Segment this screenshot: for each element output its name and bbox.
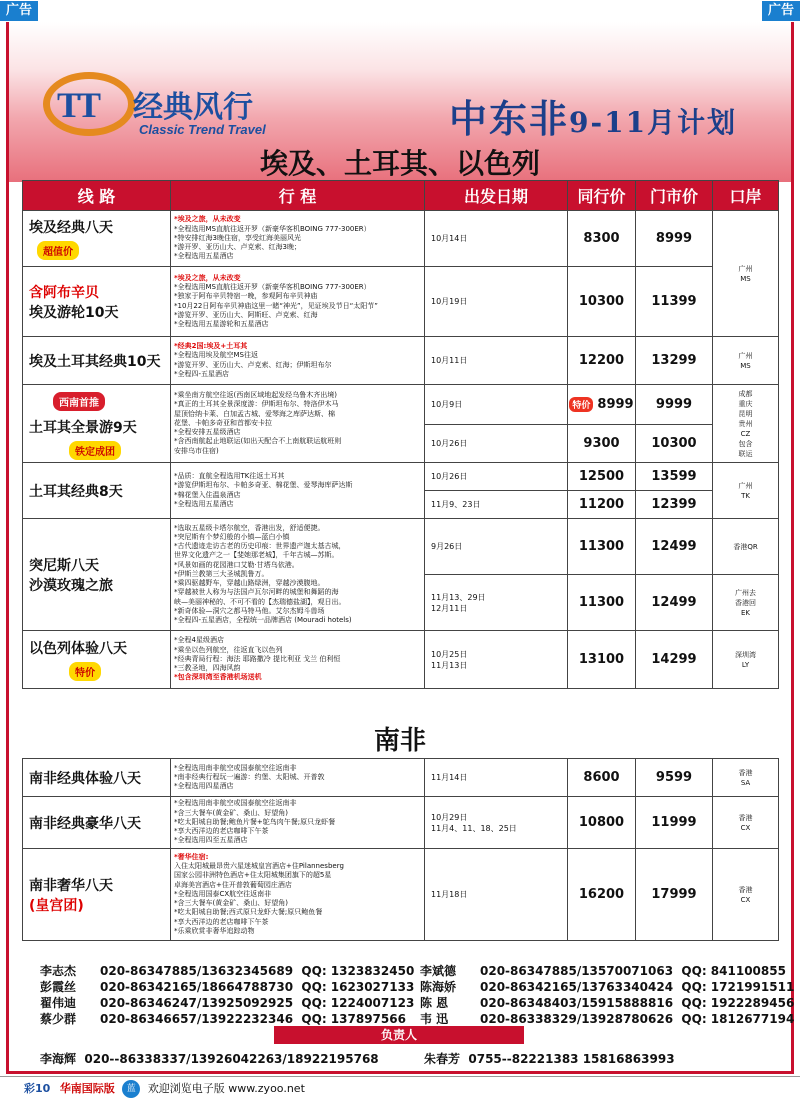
itin-line: *游览开罗、亚历山大、阿斯旺、卢克索、红海 [174,310,318,319]
contact-phone: 020-86346657/13922232346 [100,1012,294,1026]
header-dates: 出发日期 [425,181,568,211]
itin-line: *突尼斯有个梦幻般的小镇—蓝白小镇 [174,533,290,542]
region-title-south-africa: 南非 [373,726,426,756]
itin-line: *乘坐以色列航空，往返直飞以色列 [174,645,283,654]
contact-qq: QQ: 1323832450 [301,964,415,978]
peer-price: 9300 [568,425,636,463]
itinerary-table-2 [22,758,779,941]
contact-name: 蔡少群 [40,1012,77,1026]
itin-line: *享大西洋边的老店咖啡下午茶 [174,917,269,926]
peer-price: 12200 [568,337,636,385]
contact-entry [420,962,786,978]
route-tag-top: 西南首推 [53,392,105,411]
itin-highlight: *埃及之旅，从未改变 [174,215,241,224]
date-cell: 10月26日 [425,463,568,491]
itin-line: *含三大餐车(黄金矿、桑山、好望角) [174,899,288,908]
itin-line: *含西南航起止地联运(如出天配合不上南航联运航班则 [174,437,342,446]
port-airline: CX [740,823,751,832]
port-cell [713,385,779,463]
date-line: 10月29日 [431,812,468,822]
date-cell: 10月11日 [425,337,568,385]
table-row [23,849,779,941]
itin-line: *全程选用五星酒店 [174,499,234,508]
contact-qq: QQ: 1922289456 [681,996,795,1010]
peer-price: 11200 [568,491,636,519]
contact-name: 陈 恩 [420,996,449,1010]
itin-highlight: *奢华住宿: [174,853,209,862]
contact-name: 李志杰 [40,964,77,978]
port-airline: CZ [740,429,751,438]
header-retail-price: 门市价 [636,181,713,211]
itin-line: 峡—美丽神秘的、不可不看的【杰瑞德盐湖】，观日出。 [174,597,346,606]
peer-price: 13100 [568,631,636,689]
contact-name: 彭霞丝 [40,980,77,994]
itin-line: *选取五星级卡塔尔航空，香港出发，舒适便捷。 [174,523,325,532]
itin-line: 世界文化遗产之一【斐她那老城】，千年古城—苏斯。 [174,551,339,560]
contact-name: 陈海娇 [420,980,457,994]
port-airline: EK [740,608,750,617]
itin-line: 屋顶恰纳卡莱、白加孟古城、爱琴海之库萨达斯、棉 [174,409,335,418]
peer-price: 12500 [568,463,636,491]
retail-price: 10300 [636,425,713,463]
responsible-entry [40,1050,379,1067]
route-name: 以色列体验八天 [29,641,127,657]
contact-qq: QQ: 1224007123 [301,996,415,1010]
logo-tt: TT [57,85,98,125]
itin-line: *享大西洋边的老店咖啡下午茶 [174,827,269,836]
route-name: 埃及经典八天 [29,220,113,236]
table-row [23,211,779,267]
header-peer-price: 同行价 [568,181,636,211]
itin-line: *10月22日阿布辛贝神庙这里一睹“神光”，见证埃及节日“太阳节” [174,301,378,310]
route-tag: 超值价 [37,241,79,260]
contact-phone: 020-86346247/13925092925 [100,996,294,1010]
port-cell [713,337,779,385]
itin-line: *全程选用MS直航往返开罗（新豪华客机BOING 777-300ER） [174,224,371,233]
route-cell [23,797,171,849]
responsible-label: 负责人 [274,1026,524,1044]
itin-line: *棉花堡入住温泉酒店 [174,490,241,499]
plan-title-main: 中东非 [449,96,570,141]
itin-line: 花堡、卡帕多奇亚和首都安卡拉 [174,418,272,427]
itinerary-cell [171,849,425,941]
port-cell [713,211,779,337]
special-badge: 特价 [569,397,593,412]
table-row [23,337,779,385]
date-line: 12月11日 [431,603,468,613]
itin-line: *品质：直航全程选用TK往返土耳其 [174,472,285,481]
contact-phone: 020-86342165/13763340424 [480,980,674,994]
itin-line: 入住太阳城最昂贵六星迷城皇宫酒店+住Pilannesberg [174,862,344,871]
port-cell [713,575,779,631]
port-cell [713,849,779,941]
table-row [23,267,779,337]
itinerary-cell [171,463,425,519]
port-city: 香港 [733,542,748,551]
port-cell [713,519,779,575]
port-cell [713,759,779,797]
route-cell [23,385,171,463]
date-line: 11月13、29日 [431,592,486,602]
port-airline: MS [740,274,751,283]
port-airline: TK [741,491,750,500]
route-subtitle: 含阿布辛贝 [29,284,99,301]
contact-entry [40,962,414,978]
responsible-phone: 0755--82221383 15816863993 [468,1052,675,1066]
port-city: 昆明 [738,409,753,418]
itin-line: *含三大餐车(黄金矿、桑山、好望角) [174,808,288,817]
contact-phone: 020-86338329/13928780626 [480,1012,674,1026]
retail-price: 14299 [636,631,713,689]
route-name: 土耳其经典8天 [29,483,123,500]
itin-line: *全程选用MS直航往返开罗（新豪华客机BOING 777-300ER） [174,283,371,292]
itinerary-cell [171,337,425,385]
itinerary-cell [171,797,425,849]
itin-highlight: *经典2国:埃及+土耳其 [174,342,248,351]
itinerary-table-1 [22,180,779,689]
table-row [23,463,779,491]
contact-phone: 020-86342165/18664788730 [100,980,294,994]
responsible-entry [424,1050,675,1067]
route-name: 埃及游轮10天 [29,304,119,321]
plan-title-sub: 9-11月计划 [569,106,738,139]
itin-line: *全程选用五星酒店 [174,252,234,261]
retail-price: 12399 [636,491,713,519]
contact-entry [40,994,414,1010]
date-cell: 11月14日 [425,759,568,797]
ad-label-left: 广告 [0,1,38,21]
port-city: 深圳湾 [735,650,756,659]
route-cell [23,267,171,337]
port-airline: MS [740,361,751,370]
port-city: 香港回 [735,598,756,607]
contact-name: 韦 迅 [420,1012,449,1026]
port-city: 香港 [738,768,753,777]
port-cell [713,631,779,689]
header-port: 口岸 [713,181,779,211]
route-tag: 特价 [69,662,101,681]
brand-name-cn: 经典风行 [133,90,253,125]
contact-phone: 020-86348403/15915888816 [480,996,674,1010]
itin-line: *全程选用南非航空或国泰航空往返南非 [174,799,297,808]
date-cell: 11月18日 [425,849,568,941]
responsible-phone: 020--86338337/13926042263/18922195768 [84,1052,379,1066]
contact-qq: QQ: 137897566 [301,1012,406,1026]
contact-name: 李斌德 [420,964,457,978]
retail-price: 13599 [636,463,713,491]
itin-line: *独家于阿布辛贝特宿一晚，参观阿布辛贝神庙 [174,292,318,301]
port-city: 成都 [738,389,753,398]
date-cell [425,797,568,849]
page-footer [0,1076,800,1100]
route-cell [23,519,171,631]
retail-price: 12499 [636,575,713,631]
itin-line: *游开罗、亚历山大、卢克索、红海3晚； [174,243,301,252]
page-number: 彩10 [24,1082,51,1095]
port-note: 联运 [738,449,753,458]
itin-line: *三教圣地，四海风韵 [174,664,241,673]
port-airline: QR [747,542,758,551]
date-line: 10月25日 [431,649,468,659]
contact-entry [420,978,794,994]
ad-label-right: 广告 [762,1,800,21]
route-name: 土耳其全景游9天 [29,419,137,436]
port-note: 包含 [738,439,753,448]
itin-line: 安排乌市住宿) [174,446,219,455]
header-route: 线 路 [23,181,171,211]
table-header-row [23,181,779,211]
port-city: 香港 [738,813,753,822]
retail-price: 11999 [636,797,713,849]
port-city: 广州 [738,351,753,360]
peer-price: 16200 [568,849,636,941]
route-name: 埃及土耳其经典10天 [29,353,161,370]
itin-line: *全程四-五星酒店，全程统一品牌酒店 (Mouradi hotels) [174,615,352,624]
port-city: 广州 [738,264,753,273]
port-airline: CX [740,895,751,904]
contact-qq: QQ: 841100855 [681,964,786,978]
port-city: 广州去 [735,588,756,597]
retail-price: 9999 [636,385,713,425]
itin-line: *乘坐南方航空往返(西南区域地起发经乌鲁木齐出境) [174,391,337,400]
retail-price: 8999 [636,211,713,267]
contact-qq: QQ: 1623027133 [301,980,415,994]
date-cell: 10月9日 [425,385,568,425]
port-city: 贵州 [738,419,753,428]
table-row [23,797,779,849]
peer-price: 8300 [568,211,636,267]
itinerary-cell [171,211,425,267]
date-cell: 10月19日 [425,267,568,337]
peer-price: 11300 [568,575,636,631]
footer-paper: 华南国际版 [59,1082,115,1095]
itin-line: *吃太阳城自助餐;鲍鱼片餐+鸵鸟肉午餐;原只龙虾餐 [174,817,336,826]
route-name: 突尼斯八天 [29,557,99,574]
route-name-2: 沙漠玫瑰之旅 [29,577,113,594]
port-city: 香港 [738,885,753,894]
itin-line: *新奇体验—洞穴之都马特马他。艾尔杰姆斗兽场 [174,606,325,615]
date-cell [425,575,568,631]
footer-text[interactable]: 欢迎浏览电子版 www.zyoo.net [147,1082,305,1095]
retail-price: 9599 [636,759,713,797]
itin-line: *游览伊斯坦布尔、卡帕多奇亚、棉花堡、爱琴海库萨达斯 [174,481,353,490]
itin-line: *特安排红海3晚住宿，享受红海美丽风光 [174,233,301,242]
route-name: 南非奢华八天 [29,877,113,894]
retail-price: 12499 [636,519,713,575]
route-name: 南非经典豪华八天 [29,815,141,832]
route-cell [23,463,171,519]
route-cell [23,337,171,385]
contact-entry [420,994,794,1010]
footer-circle-icon: 蓝 [122,1080,140,1098]
route-cell [23,759,171,797]
date-cell: 10月26日 [425,425,568,463]
date-cell [425,631,568,689]
contact-qq: QQ: 1812677194 [681,1012,795,1026]
date-cell: 11月9、23日 [425,491,568,519]
peer-price: 10800 [568,797,636,849]
itin-line: *古代遗迹走访古老的历史印痕：世界遗产迦太基古城， [174,542,346,551]
itinerary-cell [171,385,425,463]
route-cell [23,631,171,689]
itin-line: *全程选用南非航空或国泰航空往返南非 [174,763,297,772]
peer-price: 8600 [568,759,636,797]
contact-phone: 020-86347885/13570071063 [480,964,674,978]
contact-entry [420,1010,794,1026]
itin-line: *乐乘欣赏非奢华追踪动物 [174,926,255,935]
itin-line: *全程选用五星游轮和五星酒店 [174,319,269,328]
table-row [23,519,779,575]
itin-line: *全程安排五星级酒店 [174,428,241,437]
date-cell: 9月26日 [425,519,568,575]
itin-highlight: *包含深圳湾至香港机场送机 [174,673,262,682]
header-itinerary: 行 程 [171,181,425,211]
contact-entry [40,1010,406,1026]
itin-line: *真正的土耳其全景深度游：伊斯坦布尔、特洛伊木马 [174,400,339,409]
itin-line: *全程选用埃及航空MS往返 [174,351,258,360]
itin-line: *全程选用四星酒店 [174,782,234,791]
itin-line: *全程选用国泰CX航空往返南非 [174,889,272,898]
date-cell: 10月14日 [425,211,568,267]
route-subtitle: (皇宫团) [29,897,84,914]
contact-phone: 020-86347885/13632345689 [100,964,294,978]
peer-price: 11300 [568,519,636,575]
itin-line: *游览开罗、亚历山大、卢克索、红海；伊斯坦布尔 [174,360,332,369]
retail-price: 11399 [636,267,713,337]
itin-line: *南非经典行程玩一遍游：约堡、太阳城、开普敦 [174,772,325,781]
port-cell [713,463,779,519]
itin-line: *吃太阳城自助餐;西式原只龙虾大餐;原只鲍鱼餐 [174,908,323,917]
port-city: 重庆 [738,399,753,408]
peer-price-value: 8999 [597,397,634,412]
responsible-name: 李海辉 [40,1052,77,1066]
peer-price [568,385,636,425]
itinerary-cell [171,267,425,337]
table-row [23,631,779,689]
route-cell [23,849,171,941]
region-title-middle-east: 埃及、土耳其、以色列 [259,147,540,180]
table-row [23,385,779,425]
contact-name: 翟伟迪 [40,996,77,1010]
itin-line: *经典青局行程：海法 耶路撒冷 提比利亚 戈兰 伯利恒 [174,654,341,663]
table-row [23,759,779,797]
peer-price: 10300 [568,267,636,337]
contact-entry [40,978,414,994]
itin-line: *全程选用四至五星酒店 [174,836,248,845]
route-cell [23,211,171,267]
brand-name-en: Classic Trend Travel [139,122,266,137]
retail-price: 13299 [636,337,713,385]
port-airline: LY [741,660,750,669]
route-name: 南非经典体验八天 [29,770,141,787]
responsible-name: 朱春芳 [424,1052,461,1066]
date-line: 11月13日 [431,660,468,670]
contact-qq: QQ: 1721991511 [681,980,795,994]
itin-line: 卓海美宫酒店+住开普敦葡萄园庄酒店 [174,880,292,889]
itin-line: 国家公园非洲特色酒店+住太阳城集团旗下的超5星 [174,871,332,880]
route-tag: 铁定成团 [69,441,121,460]
itin-line: *穿越被世人称为与法国卢瓦尔河畔的城堡和舞蹈的海 [174,588,339,597]
itinerary-cell [171,631,425,689]
port-city: 广州 [738,481,753,490]
date-line: 11月4、11、18、25日 [431,823,517,833]
retail-price: 17999 [636,849,713,941]
itin-highlight: *埃及之旅，从未改变 [174,273,241,282]
itinerary-cell [171,519,425,631]
port-airline: SA [740,778,751,787]
itin-line: *乘四驱越野车，穿越山路绿洲，穿越沙漠腹地。 [174,579,325,588]
port-cell [713,797,779,849]
itin-line: *全程四-五星酒店 [174,369,230,378]
itin-line: *全程4星级酒店 [174,636,224,645]
top-bar [0,0,800,22]
itin-line: *伊斯兰教第三大圣城凯鲁万。 [174,569,269,578]
itin-line: *风景如画的花园港口艾勒·甘塔乌依港。 [174,560,299,569]
itinerary-cell [171,759,425,797]
